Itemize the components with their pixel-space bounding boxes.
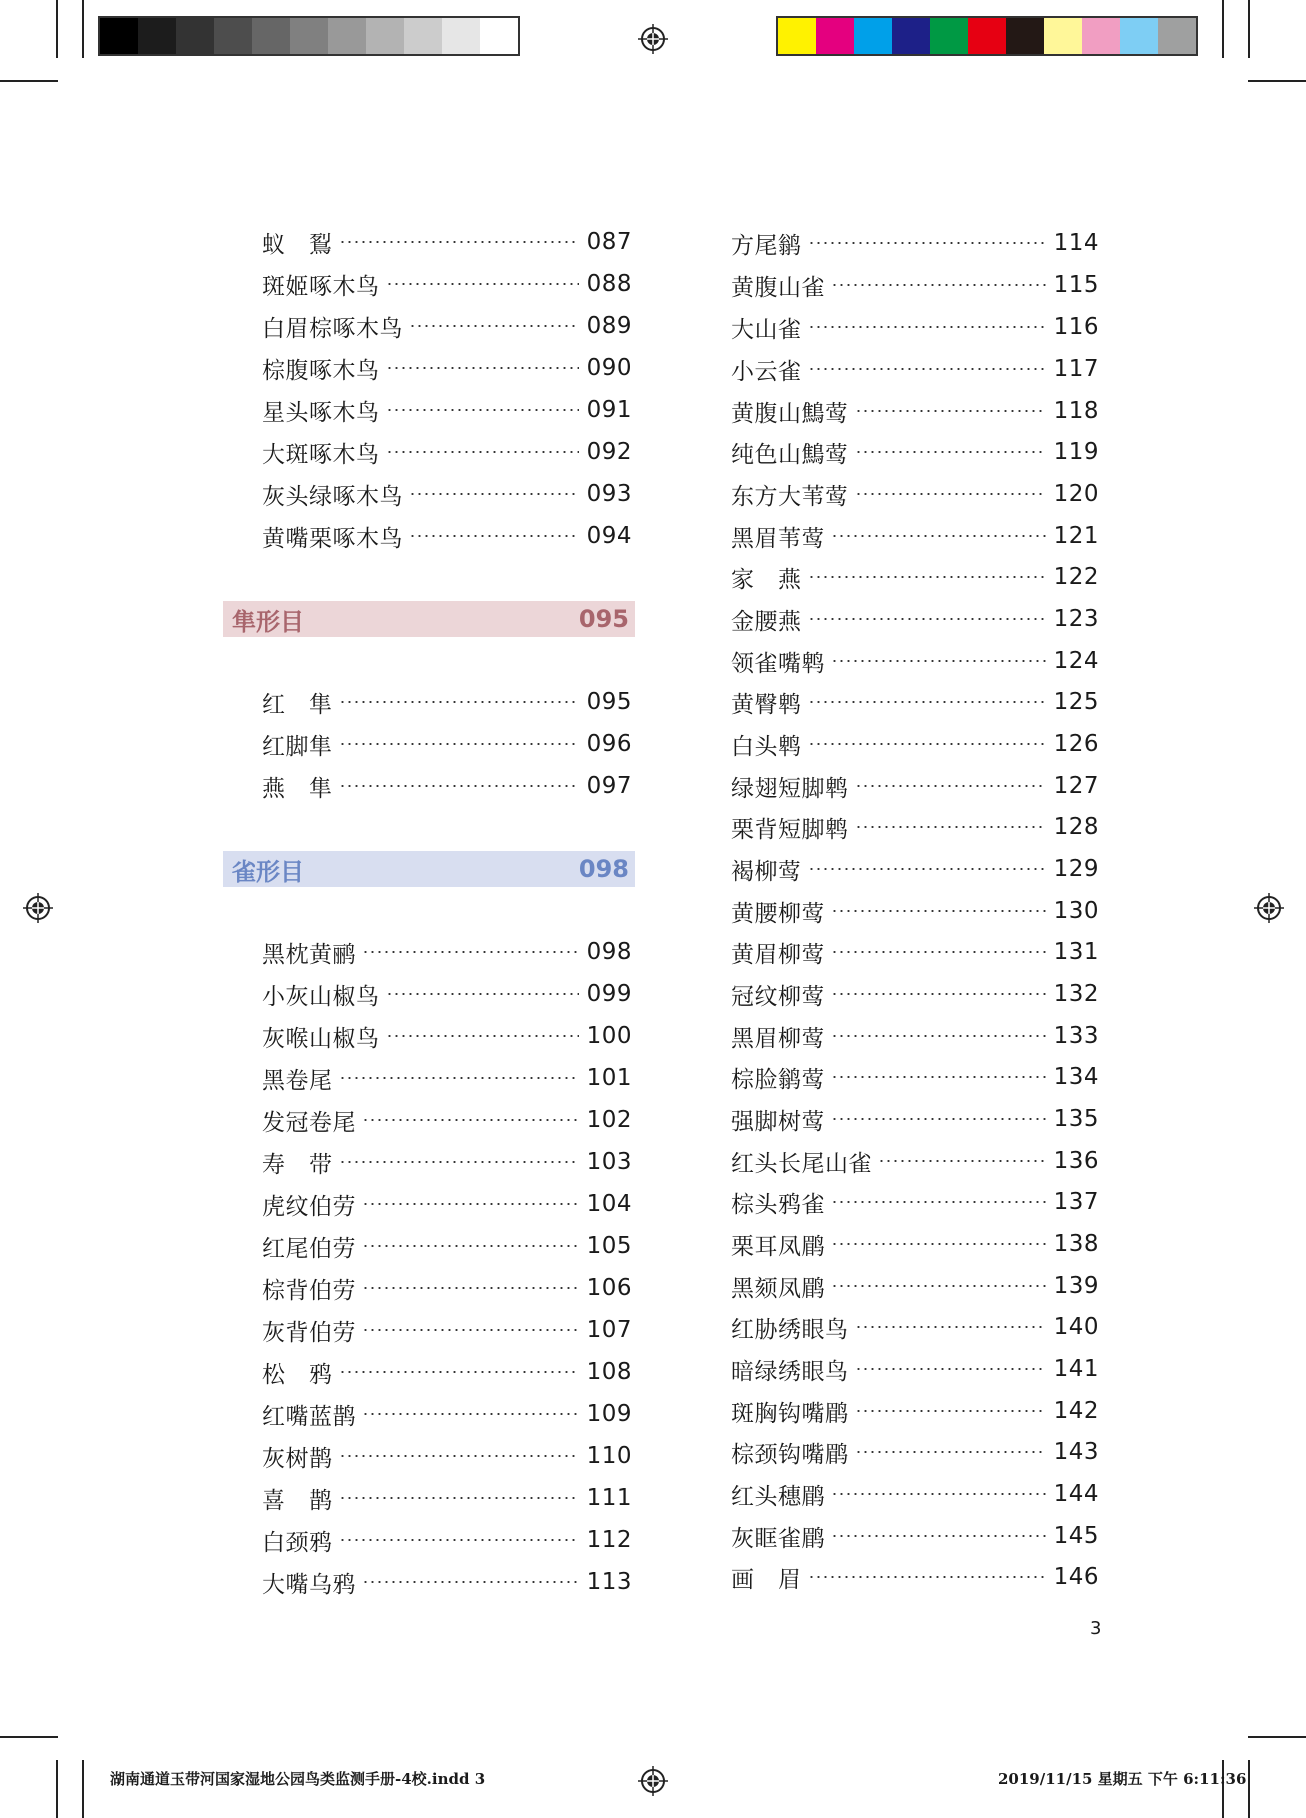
entry-page: 100 <box>586 1023 632 1049</box>
toc-entry[interactable] <box>262 350 632 386</box>
toc-entry[interactable] <box>731 934 1099 970</box>
entry-page: 125 <box>1053 689 1099 715</box>
entry-name: 领雀嘴鹎 <box>731 650 825 677</box>
color-swatch <box>100 18 138 54</box>
entry-name: 松 鸦 <box>262 1361 333 1388</box>
entry-page: 123 <box>1053 606 1099 632</box>
entry-page: 144 <box>1053 1481 1099 1507</box>
leader-dots <box>808 368 1046 370</box>
entry-name: 金腰燕 <box>731 608 802 635</box>
leader-dots <box>339 1497 579 1499</box>
color-swatch <box>1082 18 1120 54</box>
leader-dots <box>831 951 1046 953</box>
crop-mark <box>0 1736 58 1738</box>
leader-dots <box>831 1535 1046 1537</box>
entry-name: 棕腹啄木鸟 <box>262 357 380 384</box>
toc-entry[interactable] <box>731 476 1099 512</box>
toc-entry[interactable] <box>262 224 632 260</box>
toc-entry[interactable] <box>731 434 1099 470</box>
color-swatch <box>778 18 816 54</box>
entry-name: 纯色山鷦莺 <box>731 441 849 468</box>
entry-page: 090 <box>586 355 632 381</box>
leader-dots <box>386 409 579 411</box>
toc-entry[interactable] <box>731 1351 1099 1387</box>
entry-name: 灰喉山椒鸟 <box>262 1025 380 1052</box>
entry-page: 118 <box>1053 398 1099 424</box>
toc-entry[interactable] <box>731 1018 1099 1054</box>
leader-dots <box>339 743 579 745</box>
toc-entry[interactable] <box>731 809 1099 845</box>
entry-page: 142 <box>1053 1398 1099 1424</box>
section-heading-falconiformes[interactable] <box>223 601 635 637</box>
entry-name: 黄眉柳莺 <box>731 941 825 968</box>
entry-page: 115 <box>1053 272 1099 298</box>
entry-name: 黑颏凤鹛 <box>731 1275 825 1302</box>
entry-name: 白颈鸦 <box>262 1529 333 1556</box>
toc-entry[interactable] <box>262 1396 632 1432</box>
toc-entry[interactable] <box>731 726 1099 762</box>
entry-page: 089 <box>586 313 632 339</box>
entry-page: 130 <box>1053 898 1099 924</box>
leader-dots <box>831 1035 1046 1037</box>
entry-page: 095 <box>586 689 632 715</box>
leader-dots <box>339 1455 579 1457</box>
section-title: 雀形目 <box>232 857 304 886</box>
color-swatch <box>1044 18 1082 54</box>
toc-entry[interactable] <box>262 976 632 1012</box>
toc-entry[interactable] <box>262 1102 632 1138</box>
leader-dots <box>808 743 1046 745</box>
toc-entry[interactable] <box>731 1518 1099 1554</box>
leader-dots <box>855 1326 1046 1328</box>
toc-entry[interactable] <box>731 1184 1099 1220</box>
entry-page: 146 <box>1053 1564 1099 1590</box>
entry-page: 108 <box>586 1359 632 1385</box>
toc-entry[interactable] <box>262 434 632 470</box>
entry-name: 灰树鹊 <box>262 1445 333 1472</box>
leader-dots <box>386 1035 579 1037</box>
leader-dots <box>362 1581 579 1583</box>
entry-page: 098 <box>586 939 632 965</box>
toc-entry[interactable] <box>262 392 632 428</box>
entry-name: 灰头绿啄木鸟 <box>262 483 403 510</box>
registration-mark-icon <box>23 893 53 923</box>
entry-name: 喜 鹊 <box>262 1487 333 1514</box>
leader-dots <box>386 283 579 285</box>
leader-dots <box>855 1451 1046 1453</box>
toc-entry[interactable] <box>262 1270 632 1306</box>
leader-dots <box>855 785 1046 787</box>
entry-name: 小灰山椒鸟 <box>262 983 380 1010</box>
entry-name: 画 眉 <box>731 1566 802 1593</box>
entry-page: 104 <box>586 1191 632 1217</box>
color-swatch <box>442 18 480 54</box>
entry-page: 113 <box>586 1569 632 1595</box>
toc-entry[interactable] <box>262 684 632 720</box>
toc-entry[interactable] <box>731 1309 1099 1345</box>
entry-name: 斑姬啄木鸟 <box>262 273 380 300</box>
leader-dots <box>855 1368 1046 1370</box>
toc-entry[interactable] <box>262 1186 632 1222</box>
entry-page: 140 <box>1053 1314 1099 1340</box>
entry-name: 红嘴蓝鹊 <box>262 1403 356 1430</box>
entry-page: 137 <box>1053 1189 1099 1215</box>
color-swatch <box>968 18 1006 54</box>
slug-filename: 湖南通道玉带河国家湿地公园鸟类监测手册-4校.indd 3 <box>110 1770 486 1788</box>
color-swatch <box>328 18 366 54</box>
leader-dots <box>808 326 1046 328</box>
toc-entry[interactable] <box>731 1476 1099 1512</box>
section-heading-passeriformes[interactable] <box>223 851 635 887</box>
entry-page: 110 <box>586 1443 632 1469</box>
entry-name: 强脚树莺 <box>731 1108 825 1135</box>
leader-dots <box>831 1201 1046 1203</box>
toc-entry[interactable] <box>262 1564 632 1600</box>
entry-page: 105 <box>586 1233 632 1259</box>
entry-page: 135 <box>1053 1106 1099 1132</box>
entry-page: 091 <box>586 397 632 423</box>
entry-name: 大嘴乌鸦 <box>262 1571 356 1598</box>
entry-name: 栗耳凤鹛 <box>731 1233 825 1260</box>
crop-mark <box>82 0 84 58</box>
toc-entry[interactable] <box>262 1060 632 1096</box>
toc-entry[interactable] <box>731 684 1099 720</box>
toc-entry[interactable] <box>731 267 1099 303</box>
crop-mark <box>1248 1736 1306 1738</box>
leader-dots <box>362 1245 579 1247</box>
entry-name: 家 燕 <box>731 566 802 593</box>
entry-page: 087 <box>586 229 632 255</box>
crop-mark <box>1248 1760 1250 1818</box>
crop-mark <box>56 0 58 58</box>
leader-dots <box>808 576 1046 578</box>
leader-dots <box>831 1493 1046 1495</box>
section-page: 095 <box>578 605 629 633</box>
leader-dots <box>386 451 579 453</box>
leader-dots <box>362 1119 579 1121</box>
leader-dots <box>831 1076 1046 1078</box>
leader-dots <box>855 410 1046 412</box>
entry-page: 126 <box>1053 731 1099 757</box>
entry-page: 128 <box>1053 814 1099 840</box>
toc-entry[interactable] <box>262 1018 632 1054</box>
entry-name: 栗背短脚鹎 <box>731 816 849 843</box>
entry-name: 红头穗鹛 <box>731 1483 825 1510</box>
entry-name: 白头鹎 <box>731 733 802 760</box>
leader-dots <box>831 660 1046 662</box>
entry-name: 发冠卷尾 <box>262 1109 356 1136</box>
entry-name: 大山雀 <box>731 316 802 343</box>
entry-page: 121 <box>1053 523 1099 549</box>
color-swatch <box>1158 18 1196 54</box>
leader-dots <box>386 993 579 995</box>
entry-name: 棕颈钩嘴鹛 <box>731 1441 849 1468</box>
entry-page: 145 <box>1053 1523 1099 1549</box>
registration-mark-icon <box>638 1766 668 1796</box>
section-page: 098 <box>578 855 629 883</box>
color-swatch <box>480 18 518 54</box>
leader-dots <box>339 1161 579 1163</box>
toc-entry[interactable] <box>262 1228 632 1264</box>
color-swatch <box>366 18 404 54</box>
leader-dots <box>855 493 1046 495</box>
crop-mark <box>1248 80 1306 82</box>
entry-name: 小云雀 <box>731 358 802 385</box>
toc-entry[interactable] <box>262 726 632 762</box>
entry-name: 黄臀鹎 <box>731 691 802 718</box>
toc-entry[interactable] <box>731 518 1099 554</box>
toc-entry[interactable] <box>731 893 1099 929</box>
leader-dots <box>362 1203 579 1205</box>
leader-dots <box>339 241 579 243</box>
toc-entry[interactable] <box>262 266 632 302</box>
toc-entry[interactable] <box>262 1354 632 1390</box>
page-number: 3 <box>1090 1618 1102 1639</box>
toc-entry[interactable] <box>731 1059 1099 1095</box>
entry-page: 114 <box>1053 230 1099 256</box>
toc-entry[interactable] <box>262 308 632 344</box>
entry-name: 红 隼 <box>262 691 333 718</box>
section-title: 隼形目 <box>232 607 304 636</box>
toc-entry[interactable] <box>262 1522 632 1558</box>
color-swatch <box>176 18 214 54</box>
entry-page: 119 <box>1053 439 1099 465</box>
leader-dots <box>409 493 579 495</box>
toc-entry[interactable] <box>262 476 632 512</box>
leader-dots <box>362 951 579 953</box>
leader-dots <box>831 1285 1046 1287</box>
leader-dots <box>386 367 579 369</box>
leader-dots <box>362 1413 579 1415</box>
leader-dots <box>878 1160 1046 1162</box>
toc-entry[interactable] <box>731 309 1099 345</box>
toc-entry[interactable] <box>262 1144 632 1180</box>
entry-name: 斑胸钩嘴鹛 <box>731 1400 849 1427</box>
leader-dots <box>808 701 1046 703</box>
toc-entry[interactable] <box>731 976 1099 1012</box>
entry-page: 103 <box>586 1149 632 1175</box>
toc-entry[interactable] <box>262 768 632 804</box>
entry-page: 099 <box>586 981 632 1007</box>
entry-name: 棕背伯劳 <box>262 1277 356 1304</box>
entry-page: 112 <box>586 1527 632 1553</box>
entry-name: 黑眉柳莺 <box>731 1025 825 1052</box>
leader-dots <box>831 1118 1046 1120</box>
color-swatch <box>854 18 892 54</box>
entry-name: 棕脸鹟莺 <box>731 1066 825 1093</box>
entry-page: 116 <box>1053 314 1099 340</box>
entry-name: 绿翅短脚鹎 <box>731 775 849 802</box>
entry-page: 092 <box>586 439 632 465</box>
leader-dots <box>339 1077 579 1079</box>
entry-name: 红胁绣眼鸟 <box>731 1316 849 1343</box>
toc-entry[interactable] <box>262 518 632 554</box>
entry-page: 096 <box>586 731 632 757</box>
registration-mark-icon <box>1254 893 1284 923</box>
leader-dots <box>855 1410 1046 1412</box>
entry-name: 褐柳莺 <box>731 858 802 885</box>
leader-dots <box>362 1329 579 1331</box>
color-swatch <box>214 18 252 54</box>
entry-page: 117 <box>1053 356 1099 382</box>
entry-page: 122 <box>1053 564 1099 590</box>
color-swatch <box>290 18 328 54</box>
entry-page: 134 <box>1053 1064 1099 1090</box>
entry-name: 东方大苇莺 <box>731 483 849 510</box>
entry-name: 暗绿绣眼鸟 <box>731 1358 849 1385</box>
entry-page: 101 <box>586 1065 632 1091</box>
entry-name: 红尾伯劳 <box>262 1235 356 1262</box>
entry-page: 107 <box>586 1317 632 1343</box>
color-swatch <box>1006 18 1044 54</box>
entry-page: 120 <box>1053 481 1099 507</box>
color-swatch <box>892 18 930 54</box>
color-swatch <box>404 18 442 54</box>
process-color-bar <box>776 16 1198 56</box>
toc-entry[interactable] <box>262 1312 632 1348</box>
entry-page: 094 <box>586 523 632 549</box>
entry-page: 139 <box>1053 1273 1099 1299</box>
leader-dots <box>339 1371 579 1373</box>
leader-dots <box>808 242 1046 244</box>
toc-entry[interactable] <box>731 1101 1099 1137</box>
leader-dots <box>808 868 1046 870</box>
crop-mark <box>1222 0 1224 58</box>
toc-entry[interactable] <box>731 1434 1099 1470</box>
leader-dots <box>831 535 1046 537</box>
toc-entry[interactable] <box>262 934 632 970</box>
entry-name: 虎纹伯劳 <box>262 1193 356 1220</box>
leader-dots <box>409 535 579 537</box>
entry-name: 黄腹山雀 <box>731 274 825 301</box>
slug-timestamp: 2019/11/15 星期五 下午 6:11:36 <box>998 1770 1247 1788</box>
leader-dots <box>831 993 1046 995</box>
entry-name: 黄嘴栗啄木鸟 <box>262 525 403 552</box>
toc-entry[interactable] <box>731 1226 1099 1262</box>
entry-page: 088 <box>586 271 632 297</box>
entry-name: 黑眉苇莺 <box>731 525 825 552</box>
entry-name: 黑枕黄鹂 <box>262 941 356 968</box>
entry-name: 方尾鹟 <box>731 232 802 259</box>
toc-entry[interactable] <box>262 1438 632 1474</box>
entry-name: 红脚隼 <box>262 733 333 760</box>
entry-name: 灰背伯劳 <box>262 1319 356 1346</box>
entry-name: 燕 隼 <box>262 775 333 802</box>
entry-page: 097 <box>586 773 632 799</box>
entry-name: 寿 带 <box>262 1151 333 1178</box>
leader-dots <box>808 1576 1046 1578</box>
toc-entry[interactable] <box>731 559 1099 595</box>
toc-entry[interactable] <box>731 768 1099 804</box>
entry-page: 143 <box>1053 1439 1099 1465</box>
toc-entry[interactable] <box>731 601 1099 637</box>
crop-mark <box>0 80 58 82</box>
leader-dots <box>831 910 1046 912</box>
color-swatch <box>930 18 968 54</box>
crop-mark <box>1248 0 1250 58</box>
crop-mark <box>82 1760 84 1818</box>
entry-page: 124 <box>1053 648 1099 674</box>
leader-dots <box>831 1243 1046 1245</box>
leader-dots <box>855 826 1046 828</box>
entry-name: 黑卷尾 <box>262 1067 333 1094</box>
entry-page: 102 <box>586 1107 632 1133</box>
leader-dots <box>409 325 579 327</box>
entry-name: 冠纹柳莺 <box>731 983 825 1010</box>
leader-dots <box>339 785 579 787</box>
leader-dots <box>831 284 1046 286</box>
entry-name: 灰眶雀鹛 <box>731 1525 825 1552</box>
entry-page: 111 <box>586 1485 632 1511</box>
entry-page: 136 <box>1053 1148 1099 1174</box>
entry-page: 132 <box>1053 981 1099 1007</box>
entry-name: 星头啄木鸟 <box>262 399 380 426</box>
leader-dots <box>808 618 1046 620</box>
entry-page: 131 <box>1053 939 1099 965</box>
toc-entry[interactable] <box>731 1393 1099 1429</box>
entry-page: 129 <box>1053 856 1099 882</box>
entry-page: 093 <box>586 481 632 507</box>
color-swatch <box>1120 18 1158 54</box>
entry-page: 127 <box>1053 773 1099 799</box>
toc-entry[interactable] <box>731 393 1099 429</box>
color-swatch <box>252 18 290 54</box>
entry-page: 133 <box>1053 1023 1099 1049</box>
leader-dots <box>339 1539 579 1541</box>
toc-entry[interactable] <box>731 1143 1099 1179</box>
entry-name: 棕头鸦雀 <box>731 1191 825 1218</box>
entry-name: 白眉棕啄木鸟 <box>262 315 403 342</box>
leader-dots <box>855 451 1046 453</box>
registration-mark-icon <box>638 24 668 54</box>
entry-name: 大斑啄木鸟 <box>262 441 380 468</box>
toc-entry[interactable] <box>262 1480 632 1516</box>
leader-dots <box>362 1287 579 1289</box>
toc-entry[interactable] <box>731 351 1099 387</box>
entry-page: 141 <box>1053 1356 1099 1382</box>
color-swatch <box>816 18 854 54</box>
grayscale-color-bar <box>98 16 520 56</box>
entry-page: 138 <box>1053 1231 1099 1257</box>
toc-entry[interactable] <box>731 851 1099 887</box>
color-swatch <box>138 18 176 54</box>
entry-page: 109 <box>586 1401 632 1427</box>
entry-name: 红头长尾山雀 <box>731 1150 872 1177</box>
toc-entry[interactable] <box>731 643 1099 679</box>
crop-mark <box>56 1760 58 1818</box>
entry-name: 黄腰柳莺 <box>731 900 825 927</box>
entry-page: 106 <box>586 1275 632 1301</box>
toc-entry[interactable] <box>731 225 1099 261</box>
entry-name: 黄腹山鷦莺 <box>731 400 849 427</box>
toc-entry[interactable] <box>731 1559 1099 1595</box>
leader-dots <box>339 701 579 703</box>
entry-name: 蚁 鴷 <box>262 231 333 258</box>
toc-entry[interactable] <box>731 1268 1099 1304</box>
